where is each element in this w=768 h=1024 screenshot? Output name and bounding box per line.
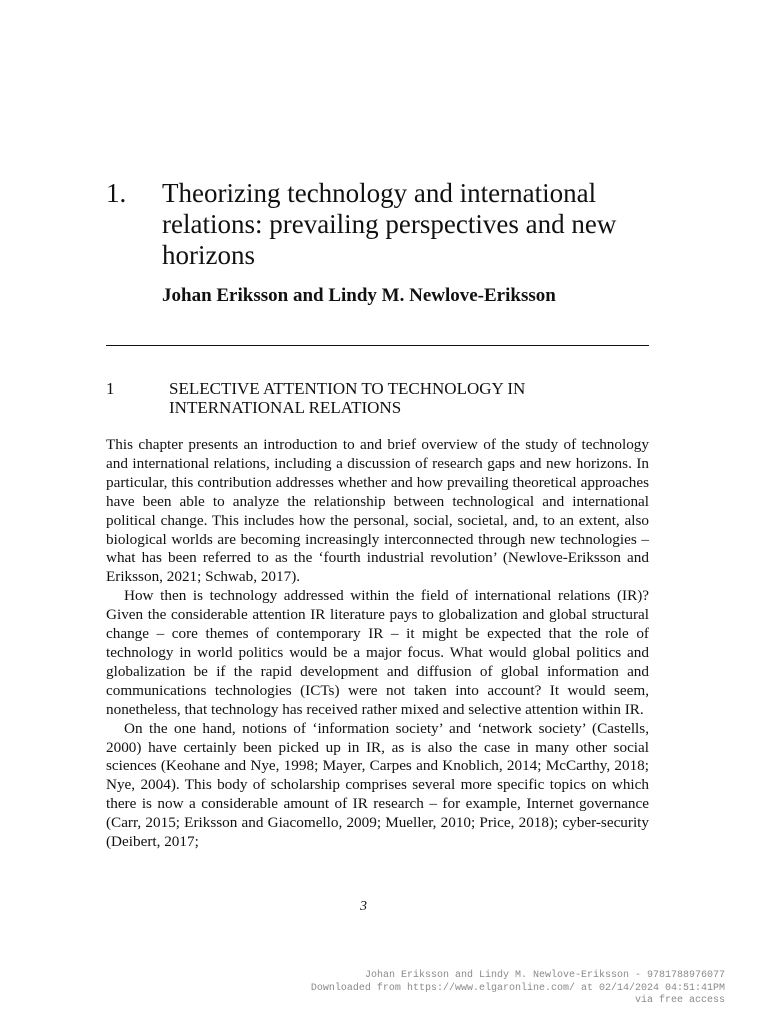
page-number: 3 bbox=[360, 899, 367, 914]
paragraph: How then is technology addressed within the field of international relations (IR)? Given the considerable attention IR literature pays to globalization and global structural change – core themes of contemporary IR – it might be expected that the role of technology in world politics would be a major focus. What would global politics and globalization be if the rapid development and diffusion of global information and communications technologies (ICTs) were not taken into account? It would seem, nonetheless, that technology has received rather mixed and selective attention within IR. bbox=[106, 587, 649, 718]
paragraph: On the one hand, notions of ‘information society’ and ‘network society’ (Castells, 2000) have certainly been picked up in IR, as is also the case in many other social sciences (Keohane and Nye, 1998; Mayer, Carpes and Knoblich, 2014; McCarthy, 2018; Nye, 2004). This body of scholarship comprises several more specific topics on which there is now a considerable amount of IR research – for example, Internet governance (Carr, 2015; Eriksson and Giacomello, 2009; Mueller, 2010; Price, 2018); cyber-security (Deibert, 2017; bbox=[106, 719, 649, 851]
footer-line-download: Downloaded from https://www.elgaronline.com/ at 02/14/2024 04:51:41PM bbox=[310, 982, 725, 994]
body-text bbox=[106, 436, 649, 852]
footer-line-access: via free access bbox=[634, 995, 725, 1006]
download-footer bbox=[311, 970, 725, 1008]
section-title: SELECTIVE ATTENTION TO TECHNOLOGY IN INTERNATIONAL RELATIONS bbox=[169, 379, 526, 417]
section-number: 1 bbox=[106, 379, 115, 398]
paragraph: This chapter presents an introduction to and brief overview of the study of technology and international relations, including a discussion of research gaps and new horizons. In particular, this contribution addresses whether and how prevailing theoretical approaches have been able to analyze the relationship between technological and international political change. This includes how the personal, social, societal, and, to an extent, also biological worlds are becoming increasingly interconnected through new technologies – what has been referred to as the ‘fourth industrial revolution’ (Newlove-Eriksson and Eriksson, 2021; Schwab, 2017). bbox=[106, 436, 649, 586]
footer-line-authors: Johan Eriksson and Lindy M. Newlove-Eriksson - 9781788976077 bbox=[364, 970, 725, 981]
chapter-authors: Johan Eriksson and Lindy M. Newlove-Eriksson bbox=[162, 285, 556, 306]
chapter-number: 1. bbox=[106, 178, 127, 208]
heading-divider bbox=[106, 345, 649, 346]
chapter-title: Theorizing technology and international relations: prevailing perspectives and new horizons bbox=[162, 178, 617, 270]
